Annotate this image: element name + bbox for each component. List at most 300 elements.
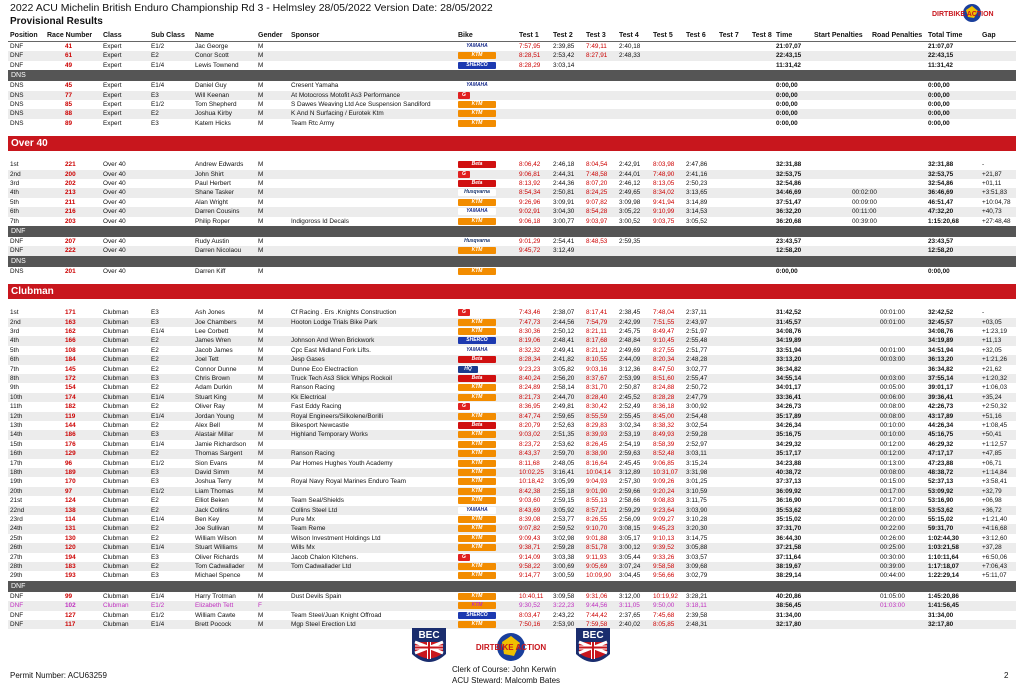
cell-road-penalties: 00:17:00 [880,487,905,495]
cell-race-number: 129 [65,450,76,458]
table-row [8,487,1016,496]
cell-gap: +36,72 [982,506,1002,514]
cell-time: 31:34,00 [776,611,802,619]
cell-class: Clubman [103,544,129,552]
cell-race-number: 41 [65,43,73,50]
cell-start-penalties: 00:11:00 [852,208,877,216]
cell-gender: M [258,365,264,373]
cell-class: Over 40 [103,170,126,178]
cell-road-penalties: 01:03:00 [880,602,905,610]
cell-class: Clubman [103,440,129,448]
table-row [8,160,1016,169]
svg-text:DIRTBIKE ACTION: DIRTBIKE ACTION [932,11,994,18]
cell-race-number: 117 [65,621,76,628]
cell-name: James Wren [195,337,231,345]
cell-gender: M [258,440,264,448]
cell-time: 35:17,17 [776,450,802,458]
cell-name: Daniel Guy [195,82,227,90]
cell-gender: M [258,553,264,561]
table-row [8,179,1016,188]
cell-position: 2nd [10,170,21,178]
cell-time: 0:00,00 [776,119,798,127]
cell-class: Expert [103,91,122,99]
cell-position: DNS [10,101,24,108]
column-header: Sponsor [291,32,320,39]
cell-class: Clubman [103,506,129,514]
cell-test-4: 2:55,45 [619,412,641,420]
cell-time: 38:56,45 [776,602,802,610]
cell-position: 4th [10,189,19,197]
cell-race-number: 162 [65,328,76,335]
cell-test-2: 2:53,42 [553,52,575,60]
cell-test-3: 9:07,82 [586,198,608,206]
page-subtitle: Provisional Results [10,16,103,27]
cell-sponsor: Wilson Investment Holdings Ltd [291,534,381,542]
cell-race-number: 186 [65,431,76,439]
cell-test-1: 8:54,34 [519,189,541,197]
cell-total-time: 39:36,41 [928,393,954,401]
cell-sponsor: Highland Temporary Works [291,431,368,439]
table-row [8,534,1016,543]
cell-position: 29th [10,572,23,580]
column-header: Race Number [47,32,93,39]
cell-test-6: 3:14,53 [686,208,708,216]
cell-test-6: 3:09,68 [686,563,708,570]
cell-test-6: 2:48,31 [686,621,708,628]
table-row [8,91,1016,100]
cell-total-time: 0:00,00 [928,267,950,275]
cell-class: Expert [103,110,122,118]
dirtbike-action-center-logo [454,630,568,664]
cell-name: William Cawte [195,611,236,619]
cell-test-4: 2:38,45 [619,309,641,317]
cell-test-6: 3:20,30 [686,525,708,533]
cell-time: 0:00,00 [776,110,798,118]
bike-ktm-logo: KTM [458,319,496,326]
cell-sub-class: E2 [151,384,159,392]
cell-test-2: 3:00,77 [553,217,575,225]
bike-ktm-logo: KTM [458,328,496,335]
bike-ktm-logo: KTM [458,199,496,206]
cell-sub-class: E3 [151,91,159,99]
cell-sponsor: Collins Steel Ltd [291,506,338,514]
cell-time: 32:31,88 [776,161,802,169]
cell-test-3: 9:03,16 [586,365,608,373]
cell-gap: +7:06,43 [982,563,1008,570]
cell-class: Clubman [103,450,129,458]
cell-test-5: 7:48,04 [653,309,675,317]
cell-gap: +01,11 [982,180,1002,187]
cell-test-5: 8:27,55 [653,346,675,354]
cell-gender: M [258,525,264,533]
bike-ktm-logo: KTM [458,460,496,467]
bike-ktm-logo: KTM [458,450,496,457]
cell-test-3: 8:26,55 [586,516,608,523]
cell-test-5: 9:08,83 [653,497,675,505]
cell-class: Clubman [103,356,129,364]
cell-total-time: 46:29,32 [928,440,954,448]
cell-sub-class: E2 [151,422,159,429]
column-header: Road Penalties [872,32,923,39]
cell-total-time: 22:43,15 [928,52,954,60]
cell-test-5: 8:13,05 [653,180,675,187]
cell-sub-class: E1/4 [151,544,165,552]
cell-gender: M [258,101,264,108]
cell-race-number: 222 [65,247,76,255]
table-row [8,601,1016,610]
cell-test-1: 8:13,92 [519,180,541,187]
cell-test-6: 3:02,77 [686,365,708,373]
cell-position: 14th [10,431,23,439]
cell-total-time: 43:17,89 [928,412,954,420]
bec-logo-left [408,626,450,670]
cell-position: 4th [10,337,19,345]
cell-class: Clubman [103,497,129,505]
table-row [8,217,1016,226]
cell-class: Expert [103,119,122,127]
cell-race-number: 202 [65,180,76,187]
cell-test-4: 2:44,01 [619,170,641,178]
cell-name: Stuart Williams [195,544,238,552]
cell-gender: M [258,337,264,345]
cell-name: John Shirt [195,170,224,178]
cell-test-3: 8:54,28 [586,208,608,216]
cell-gender: M [258,161,264,169]
cell-sponsor: Royal Navy Royal Marines Enduro Team [291,478,406,486]
cell-race-number: 45 [65,82,73,90]
cell-race-number: 85 [65,101,73,108]
cell-gender: M [258,459,264,467]
cell-class: Clubman [103,318,129,326]
cell-position: DNF [10,247,24,255]
cell-gender: M [258,170,264,178]
cell-name: Darren Cousins [195,208,240,216]
cell-test-3: 8:39,93 [586,431,608,439]
cell-test-6: 2:59,28 [686,431,708,439]
cell-gap: +32,05 [982,346,1002,354]
cell-position: 12th [10,412,23,420]
cell-sponsor: S Dawes Weaving Ltd Ace Suspension Sandiford [291,101,431,108]
cell-race-number: 49 [65,61,73,69]
cell-gender: M [258,52,264,60]
table-row [8,440,1016,449]
cell-gap: +1:12,57 [982,440,1008,448]
status-group-header: DNS [8,256,1016,267]
table-row [8,592,1016,601]
bike-ktm-logo: KTM [458,535,496,542]
cell-test-6: 3:05,88 [686,544,708,552]
cell-test-4: 2:45,52 [619,393,641,401]
cell-test-5: 9:09,27 [653,516,675,523]
cell-time: 36:34,82 [776,365,802,373]
cell-test-4: 2:59,63 [619,450,641,458]
table-row [8,477,1016,486]
column-header: Test 4 [619,32,639,39]
cell-class: Clubman [103,611,129,619]
cell-sub-class: E2 [151,346,159,354]
cell-sponsor: At Motocross Motofit As3 Performance [291,91,401,99]
cell-test-2: 2:39,85 [553,43,575,50]
cell-sub-class: E2 [151,497,159,505]
cell-sub-class: E3 [151,469,159,476]
table-row [8,355,1016,364]
column-header: Test 7 [719,32,739,39]
cell-gap: +32,79 [982,487,1002,495]
cell-gap: +4:16,68 [982,525,1008,533]
cell-test-6: 2:51,97 [686,328,708,335]
cell-test-1: 8:28,29 [519,61,541,69]
cell-gender: M [258,356,264,364]
cell-race-number: 154 [65,384,76,392]
cell-name: Joshua Kirby [195,110,232,118]
cell-test-1: 8:03,47 [519,611,541,619]
cell-test-5: 8:03,98 [653,161,675,169]
cell-gender: M [258,412,264,420]
cell-race-number: 174 [65,393,76,401]
cell-time: 37:21,58 [776,544,802,552]
svg-text:BEC: BEC [418,630,440,641]
cell-class: Over 40 [103,238,126,245]
cell-sponsor: Truck Tech As3 Slick Whips Rockoil [291,375,392,382]
cell-position: 15th [10,440,23,448]
cell-name: Stuart King [195,393,227,401]
cell-test-6: 2:51,77 [686,346,708,354]
cell-test-3: 7:59,58 [586,621,608,628]
bike-ktm-logo: KTM [458,52,496,59]
cell-gap: +21,62 [982,365,1002,373]
cell-test-5: 9:20,24 [653,487,675,495]
cell-total-time: 53:16,90 [928,497,954,505]
cell-race-number: 131 [65,525,76,533]
cell-sub-class: E1/2 [151,43,165,50]
table-row [8,327,1016,336]
cell-position: 5th [10,346,19,354]
cell-gender: M [258,516,264,523]
cell-class: Clubman [103,393,129,401]
cell-position: 23rd [10,516,23,523]
cell-test-5: 7:45,68 [653,611,675,619]
cell-test-1: 9:01,29 [519,238,541,245]
cell-gap: +1:20,32 [982,375,1008,382]
cell-name: Rudy Austin [195,238,230,245]
cell-total-time: 1:17:18,07 [928,563,959,570]
cell-sub-class: E1/4 [151,592,165,600]
cell-sub-class: E3 [151,478,159,486]
cell-class: Expert [103,61,122,69]
cell-total-time: 23:43,57 [928,238,954,245]
cell-race-number: 182 [65,403,76,411]
cell-sponsor: Par Homes Hughes Youth Academy [291,459,393,467]
cell-gap: +06,98 [982,497,1002,505]
cell-gap: +1:21,40 [982,516,1008,523]
cell-sub-class: E3 [151,119,159,127]
cell-total-time: 32:53,75 [928,170,954,178]
cell-test-1: 10:02,25 [519,469,544,476]
cell-name: Andrew Edwards [195,161,244,169]
cell-race-number: 97 [65,487,73,495]
cell-position: 20th [10,487,23,495]
cell-position: DNF [10,52,24,60]
cell-total-time: 47:32,20 [928,208,954,216]
table-row [8,346,1016,355]
cell-name: Conor Scott [195,52,229,60]
cell-name: Joe Sullivan [195,525,230,533]
cell-gender: M [258,497,264,505]
cell-test-4: 2:40,02 [619,621,641,628]
cell-sub-class: E2 [151,110,159,118]
column-header: Test 2 [553,32,573,39]
cell-total-time: 45:16,75 [928,431,954,439]
cell-race-number: 176 [65,440,76,448]
cell-position: 25th [10,534,23,542]
cell-gap: +1:23,19 [982,328,1008,335]
cell-test-4: 3:08,15 [619,525,641,533]
bike-ktm-logo: KTM [458,101,496,108]
cell-total-time: 46:51,47 [928,198,954,206]
cell-test-1: 8:32,32 [519,346,541,354]
cell-gap: +1:14,84 [982,469,1008,476]
cell-test-2: 2:56,20 [553,375,575,382]
table-row [8,308,1016,317]
cell-gender: M [258,403,264,411]
cell-test-5: 9:50,00 [653,602,675,610]
bike-ktm-logo: KTM [458,525,496,532]
cell-name: Shane Tasker [195,189,234,197]
cell-test-3: 8:26,45 [586,440,608,448]
cell-gender: M [258,309,264,317]
cell-name: Jacob James [195,346,233,354]
cell-time: 34:26,34 [776,422,802,429]
cell-name: Paul Herbert [195,180,231,187]
cell-race-number: 124 [65,497,76,505]
cell-time: 36:09,92 [776,487,802,495]
cell-total-time: 59:31,70 [928,525,954,533]
bike-ktm-logo: KTM [458,497,496,504]
cell-name: Katem Hicks [195,119,231,127]
cell-name: Alan Wright [195,198,228,206]
cell-time: 38:29,14 [776,572,802,580]
cell-total-time: 52:37,13 [928,478,954,486]
cell-sponsor: K And N Surfacing / Eurotek Ktm [291,110,384,118]
bike-beta-logo: Beta [458,422,496,429]
cell-test-1: 8:43,37 [519,450,541,458]
cell-time: 21:07,07 [776,43,802,50]
cell-race-number: 96 [65,459,73,467]
cell-road-penalties: 00:17:00 [880,497,905,505]
cell-time: 32:54,86 [776,180,802,187]
cell-sponsor: Fast Eddy Racing [291,403,342,411]
bike-ktm-logo: KTM [458,441,496,448]
cell-gender: M [258,384,264,392]
cell-name: Sion Evans [195,459,228,467]
cell-race-number: 130 [65,534,76,542]
table-row [8,336,1016,345]
cell-name: Joshua Terry [195,478,232,486]
cell-test-4: 2:42,91 [619,161,641,169]
column-header: Sub Class [151,32,185,39]
cell-name: William Wilson [195,534,237,542]
cell-sponsor: Ranson Racing [291,384,335,392]
cell-name: Jordan Young [195,412,235,420]
cell-test-4: 2:42,99 [619,318,641,326]
cell-test-1: 7:47,73 [519,318,541,326]
cell-road-penalties: 00:10:00 [880,422,905,429]
cell-gap: +03,05 [982,318,1002,326]
cell-race-number: 102 [65,602,76,610]
cell-test-6: 2:55,48 [686,337,708,345]
cell-test-1: 8:20,79 [519,422,541,429]
cell-race-number: 172 [65,375,76,382]
cell-test-4: 2:37,65 [619,611,641,619]
cell-position: 9th [10,384,19,392]
cell-test-2: 2:59,15 [553,497,575,505]
bike-hq-logo: HQ [458,366,478,373]
cell-race-number: 171 [65,309,76,317]
bike-beta-logo: Beta [458,375,496,382]
cell-name: Alastair Millar [195,431,234,439]
cell-test-6: 3:31,98 [686,469,708,476]
cell-road-penalties: 00:39:00 [880,563,905,570]
cell-time: 34:46,69 [776,189,802,197]
cell-test-2: 2:50,12 [553,328,575,335]
cell-test-3: 7:48,58 [586,170,608,178]
cell-total-time: 53:53,62 [928,506,954,514]
cell-test-3: 9:10,70 [586,525,608,533]
cell-gap: +21,87 [982,170,1002,178]
cell-position: 18th [10,469,23,476]
cell-gender: M [258,91,264,99]
cell-road-penalties: 00:08:00 [880,403,905,411]
cell-time: 31:42,52 [776,309,802,317]
cell-sub-class: E2 [151,403,159,411]
cell-test-3: 8:04,54 [586,161,608,169]
cell-test-5: 10:31,07 [653,469,678,476]
cell-time: 12:58,20 [776,247,802,255]
cell-position: 6th [10,208,19,216]
cell-test-4: 3:00,12 [619,544,641,552]
cell-test-6: 2:50,23 [686,180,708,187]
cell-test-4: 2:54,19 [619,440,641,448]
cell-sub-class: E1/4 [151,440,165,448]
cell-name: Darren Kiff [195,267,226,275]
cell-class: Expert [103,101,122,108]
cell-test-2: 2:49,81 [553,403,575,411]
cell-name: Joel Tett [195,356,219,364]
cell-test-3: 8:28,40 [586,393,608,401]
cell-position: 7th [10,365,19,373]
bike-ktm-logo: KTM [458,110,496,117]
bike-ktm-logo: KTM [458,544,496,551]
cell-time: 34:01,17 [776,384,802,392]
cell-class: Over 40 [103,267,126,275]
cell-gender: M [258,375,264,382]
table-row [8,383,1016,392]
cell-test-6: 3:15,24 [686,459,708,467]
cell-position: DNF [10,621,24,628]
bike-beta-logo: Beta [458,161,496,168]
cell-test-5: 8:47,50 [653,365,675,373]
cell-test-2: 2:59,28 [553,544,575,552]
cell-total-time: 0:00,00 [928,101,950,108]
cell-race-number: 203 [65,217,76,225]
cell-gap: +3:58,41 [982,478,1008,486]
cell-gender: M [258,110,264,118]
acu-steward: ACU Steward: Malcomb Bates [452,676,561,685]
cell-position: DNS [10,91,24,99]
cell-test-3: 10:09,90 [586,572,611,580]
status-group-header: DNS [8,70,1016,81]
cell-test-5: 9:45,23 [653,525,675,533]
